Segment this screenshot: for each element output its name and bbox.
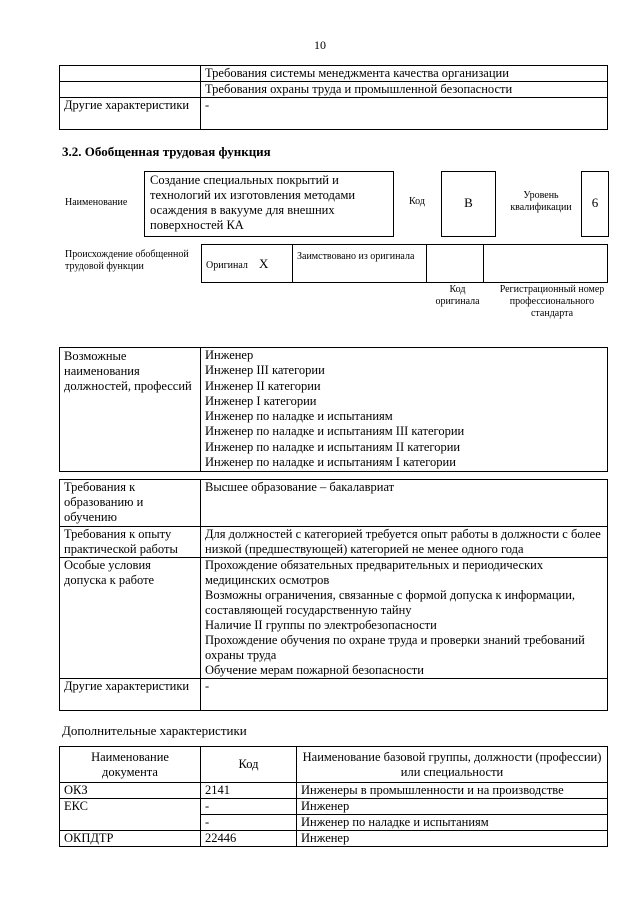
code-box <box>441 171 496 237</box>
code-label: Код <box>409 196 425 207</box>
additional-table <box>59 746 608 847</box>
code-cell: 2141 <box>201 783 297 799</box>
list-item: Инженер III категории <box>205 363 325 378</box>
table-row <box>60 558 608 679</box>
code-original-label: Код оригинала <box>435 284 480 307</box>
education-label: Требования к образованию и обучению <box>60 480 201 527</box>
table-row <box>60 82 608 98</box>
name-cell: Инженер <box>297 831 608 847</box>
list-item: Инженер II категории <box>205 378 321 393</box>
list-item: Обучение мерам пожарной безопасности <box>205 663 424 677</box>
list-item: Инженер <box>205 348 254 362</box>
table-row <box>60 831 608 847</box>
doc-cell: ОКЗ <box>60 783 201 799</box>
list-item: Инженер по наладке и испытаниям <box>205 409 393 424</box>
name-label: Наименование <box>65 197 128 208</box>
table-row <box>202 245 608 283</box>
reg-number-cell <box>484 245 608 283</box>
education-value: Высшее образование – бакалавриат <box>201 480 608 527</box>
conditions-list <box>201 558 608 679</box>
list-item: Инженер по наладке и испытаниям I категории <box>205 455 456 470</box>
top-row-label: Другие характеристики <box>60 98 201 130</box>
section-title: 3.2. Обобщенная трудовая функция <box>62 144 271 159</box>
table-row <box>60 679 608 711</box>
table-row <box>60 747 608 783</box>
conditions-label: Особые условия допуска к работе <box>60 558 201 679</box>
level-value: 6 <box>591 195 599 210</box>
table-row <box>60 480 608 527</box>
origin-label: Происхождение обобщенной трудовой функции <box>65 249 189 272</box>
original-mark: X <box>259 255 269 271</box>
doc-cell <box>60 815 201 831</box>
name-cell: Инженер <box>297 799 608 815</box>
doc-cell: ЕКС <box>60 799 201 815</box>
table-row <box>60 348 608 472</box>
table-row <box>60 66 608 82</box>
top-row-value: Требования системы менеджмента качества организации <box>201 66 608 82</box>
level-label: Уровень квалификации <box>510 190 572 213</box>
doc-cell: ОКПДТР <box>60 831 201 847</box>
code-cell: - <box>201 799 297 815</box>
requirements-table <box>59 479 608 711</box>
code-cell: - <box>201 815 297 831</box>
table-row <box>60 98 608 130</box>
list-item: Прохождение обучения по охране труда и проверки знаний требований охраны труда <box>205 633 585 662</box>
code-cell: 22446 <box>201 831 297 847</box>
other-value: - <box>201 679 608 711</box>
table-row <box>60 799 608 815</box>
positions-table <box>59 347 608 472</box>
original-cell <box>202 245 293 283</box>
header-name: Наименование базовой группы, должности (профессии) или специальности <box>297 747 608 783</box>
header-code: Код <box>201 747 297 783</box>
table-row <box>60 527 608 558</box>
list-item: Инженер I категории <box>205 393 317 408</box>
name-value: Создание специальных покрытий и технологий их изготовления методами осаждения в вакууме для внешних поверхностей КА <box>150 173 356 232</box>
list-item: Инженер по наладке и испытаниям II категории <box>205 439 461 454</box>
list-item: Наличие II группы по электробезопасности <box>205 618 437 632</box>
list-item: Прохождение обязательных предварительных и периодических медицинских осмотров <box>205 558 544 587</box>
code-value: B <box>464 195 473 210</box>
top-row-label <box>60 66 201 82</box>
table-row <box>60 815 608 831</box>
page-number: 10 <box>314 38 326 52</box>
list-item: Инженер по наладке и испытаниям III категории <box>205 424 465 439</box>
name-box <box>144 171 394 237</box>
code-original-cell <box>427 245 484 283</box>
header-document: Наименование документа <box>60 747 201 783</box>
original-label: Оригинал <box>206 259 248 271</box>
name-cell: Инженеры в промышленности и на производстве <box>297 783 608 799</box>
origin-table <box>201 244 608 283</box>
experience-value: Для должностей с категорией требуется опыт работы в должности с более низкой (предшествующей) категорией не менее одного года <box>201 527 608 558</box>
top-row-label <box>60 82 201 98</box>
name-cell: Инженер по наладке и испытаниям <box>297 815 608 831</box>
experience-label: Требования к опыту практической работы <box>60 527 201 558</box>
other-label: Другие характеристики <box>60 679 201 711</box>
reg-number-label: Регистрационный номер профессионального стандарта <box>499 284 605 319</box>
additional-title: Дополнительные характеристики <box>62 723 247 738</box>
level-box <box>581 171 609 237</box>
table-row <box>60 783 608 799</box>
positions-list <box>201 348 608 472</box>
positions-label: Возможные наименования должностей, профессий <box>60 348 201 472</box>
top-row-value: Требования охраны труда и промышленной безопасности <box>201 82 608 98</box>
borrowed-cell: Заимствовано из оригинала <box>293 245 427 283</box>
top-table <box>59 65 608 130</box>
list-item: Возможны ограничения, связанные с формой допуска к информации, составляющей государственную тайну <box>205 588 576 617</box>
top-row-value: - <box>201 98 608 130</box>
